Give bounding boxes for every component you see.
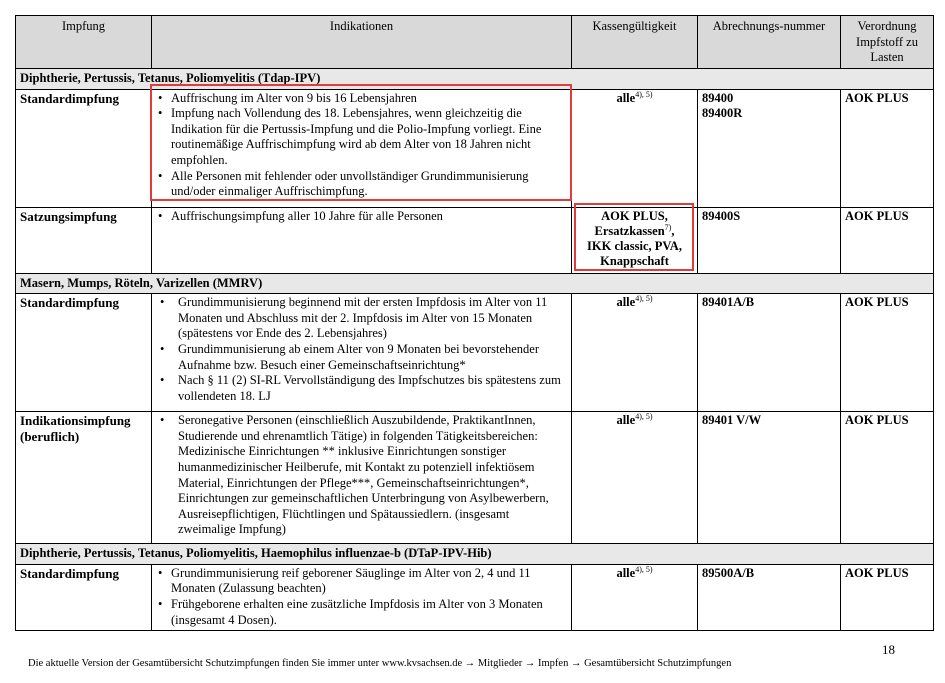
row-label: Standardimpfung	[16, 564, 152, 630]
indications-cell	[152, 89, 572, 207]
section-title: Masern, Mumps, Röteln, Varizellen (MMRV)	[16, 273, 934, 294]
kasse-cell	[572, 207, 698, 273]
row-label: Standardimpfung	[16, 89, 152, 207]
list-item: • Seronegative Personen (einschließlich Auszubildende, PraktikantInnen, Studierende und ehrenamtlich Tätige) in folgenden Tätigkeitsbereichen: Medizinische Einrichtungen ** inklusive Einrichtungen sonstiger humanmedizinischer Heilberufe, mit Kontakt zu potenziell infektiösem Material, Einrichtungen der Pflege***, Gemeinschaftseinrichtungen*, Einrichtungen zur gemeinschaftlichen Unterbringung von Asylbewerbern, Ausreisepflichtigen, Flüchtlingen und Spätaussiedlern. (insgesamt zweimalige Impfung)	[156, 413, 567, 538]
footer-note: Die aktuelle Version der Gesamtübersicht Schutzimpfungen finden Sie immer unter www.kvsachsen.de → Mitglieder → Impfen → Gesamtübersicht Schutzimpfungen	[28, 658, 732, 669]
list-item: • Grundimmunisierung ab einem Alter von 9 Monaten bei bevorstehender Aufnahme bzw. Besuch einer Gemeinschaftseinrichtung*	[156, 342, 567, 373]
footnote-ref: 7)	[664, 222, 672, 232]
kasse-value: alle	[616, 413, 636, 428]
kasse-text: Ersatzkassen	[594, 223, 665, 238]
header-impfung: Impfung	[16, 16, 152, 69]
row-label-line: Indikationsimpfung	[20, 413, 131, 429]
kasse-value: alle	[616, 295, 636, 310]
section-row	[16, 544, 934, 565]
row-label-line: (beruflich)	[20, 428, 80, 444]
list-item: • Grundimmunisierung reif geborener Säuglinge im Alter von 2, 4 und 11 Monaten (Zulassung beachten)	[156, 566, 567, 597]
kasse-line	[576, 224, 693, 239]
row-label	[16, 412, 152, 544]
list-item: • Grundimmunisierung beginnend mit der ersten Impfdosis im Alter von 11 Monaten und Abschluss mit der 2. Impfdosis im Alter von 15 Monaten (spätestens vor Ende des 2. Lebensjahres)	[156, 295, 567, 342]
header-verordnung: Verordnung Impfstoff zu Lasten	[841, 16, 934, 69]
billing-number-cell: 89401 V/W	[698, 412, 841, 544]
kasse-text: ,	[671, 223, 675, 238]
kasse-value: alle	[616, 565, 636, 580]
table-row	[16, 89, 934, 207]
billing-number: 89400R	[702, 106, 743, 121]
payer-cell: AOK PLUS	[841, 564, 934, 630]
table-row	[16, 412, 934, 544]
billing-number-cell: 89400S	[698, 207, 841, 273]
header-abrechnungsnummer: Abrechnungs-nummer	[698, 16, 841, 69]
kasse-line: Knappschaft	[600, 253, 669, 268]
footnote-ref: 4), 5)	[635, 412, 653, 422]
indications-cell	[152, 412, 572, 544]
billing-number: 89400	[702, 90, 734, 105]
header-indikationen: Indikationen	[152, 16, 572, 69]
payer-cell: AOK PLUS	[841, 412, 934, 544]
indications-cell	[152, 294, 572, 412]
table-row	[16, 564, 934, 630]
table-row	[16, 294, 934, 412]
payer-cell: AOK PLUS	[841, 89, 934, 207]
vaccination-table	[15, 15, 934, 631]
header-kassenguiltigkeit: Kassengültigkeit	[572, 16, 698, 69]
kasse-cell	[572, 412, 698, 544]
section-row	[16, 69, 934, 90]
kasse-line: AOK PLUS,	[601, 208, 668, 223]
kasse-cell	[572, 294, 698, 412]
kasse-cell	[572, 564, 698, 630]
kasse-cell	[572, 89, 698, 207]
payer-cell: AOK PLUS	[841, 294, 934, 412]
list-item: • Auffrischungsimpfung aller 10 Jahre für alle Personen	[156, 209, 567, 225]
table-header-row	[16, 16, 934, 69]
section-title: Diphtherie, Pertussis, Tetanus, Poliomyelitis (Tdap-IPV)	[16, 69, 934, 90]
billing-number-cell: 89401A/B	[698, 294, 841, 412]
kasse-line: IKK classic, PVA,	[587, 238, 682, 253]
list-item: • Nach § 11 (2) SI-RL Vervollständigung des Impfschutzes bis spätestens zum vollendeten 18. LJ	[156, 373, 567, 404]
list-item: • Alle Personen mit fehlender oder unvollständiger Grundimmunisierung und/oder einmaliger Auffrischimpfung.	[156, 169, 567, 200]
list-item: • Frühgeborene erhalten eine zusätzliche Impfdosis im Alter von 3 Monaten (insgesamt 4 Dosen).	[156, 597, 567, 628]
footnote-ref: 4), 5)	[635, 294, 653, 304]
footnote-ref: 4), 5)	[635, 89, 653, 99]
kasse-value: alle	[616, 90, 636, 105]
payer-cell: AOK PLUS	[841, 207, 934, 273]
footnote-ref: 4), 5)	[635, 564, 653, 574]
indications-cell	[152, 207, 572, 273]
list-item: • Impfung nach Vollendung des 18. Lebensjahres, wenn gleichzeitig die Indikation für die Pertussis-Impfung und die Polio-Impfung vorliegt. Eine routinemäßige Auffrischimpfung wird ab dem Alter von 18 Jahren nicht empfohlen.	[156, 106, 567, 168]
section-title: Diphtherie, Pertussis, Tetanus, Poliomyelitis, Haemophilus influenzae-b (DTaP-IPV-Hib)	[16, 544, 934, 565]
list-item: • Auffrischung im Alter von 9 bis 16 Lebensjahren	[156, 91, 567, 107]
table-row	[16, 207, 934, 273]
page-number: 18	[882, 642, 895, 657]
billing-number-cell: 89500A/B	[698, 564, 841, 630]
section-row	[16, 273, 934, 294]
row-label: Standardimpfung	[16, 294, 152, 412]
row-label: Satzungsimpfung	[16, 207, 152, 273]
indications-cell	[152, 564, 572, 630]
billing-number-cell	[698, 89, 841, 207]
